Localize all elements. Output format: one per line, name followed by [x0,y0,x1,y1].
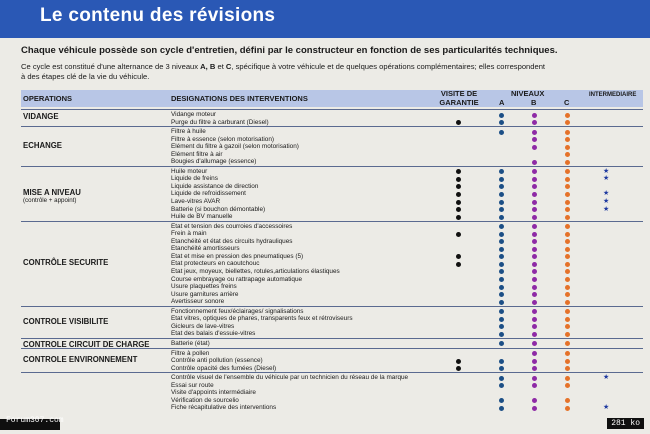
level-a-dot [499,341,504,346]
intro-levels-ab: A, B [200,62,216,71]
level-b-dot [532,332,537,337]
level-b-dot [532,351,537,356]
level-b-dot [532,406,537,411]
level-c-dot [565,160,570,165]
level-c-dot [565,300,570,305]
intervention-label: Fiche récapitulative des interventions [171,404,277,412]
level-c-dot [565,200,570,205]
header-level-b: B [531,98,537,107]
header-visite-line1: VISITE DE [440,89,478,98]
level-c-dot [565,184,570,189]
intervention-label: Filtre à huile [171,128,206,136]
level-b-dot [532,292,537,297]
intermediate-star-icon: ★ [603,404,610,412]
level-c-dot [565,398,570,403]
level-b-dot [532,376,537,381]
level-c-dot [565,366,570,371]
intervention-label: Course embrayage ou rattrapage automatique [171,275,303,283]
visite-dot [456,169,461,174]
level-c-dot [565,232,570,237]
level-b-dot [532,145,537,150]
level-b-dot [532,200,537,205]
intervention-label: Elément du filtre à gazoil (selon motorisation) [171,143,299,151]
level-c-dot [565,113,570,118]
level-a-dot [499,192,504,197]
visite-dot [456,177,461,182]
level-b-dot [532,262,537,267]
level-c-dot [565,332,570,337]
intervention-label: Vérification de sourcelio [171,396,239,404]
level-a-dot [499,332,504,337]
level-b-dot [532,317,537,322]
level-c-dot [565,169,570,174]
intervention-label: Etat et mise en pression des pneumatiques (5) [171,252,304,260]
intervention-label: Vidange moteur [171,111,217,118]
intro-text-1: Ce cycle est constitué d'une alternance de 3 niveaux [21,62,201,71]
level-a-dot [499,309,504,314]
level-a-dot [499,247,504,252]
intervention-label: Gicleurs de lave-vitres [171,322,235,330]
level-a-dot [499,169,504,174]
intervention-label: Liquide de refroidissement [171,190,246,198]
header-designations: DESIGNATIONS DES INTERVENTIONS [171,94,308,103]
level-c-dot [565,262,570,267]
header-visite-line2: GARANTIE [439,98,479,107]
level-a-dot [499,269,504,274]
operation-name: VIDANGE [23,112,59,121]
intervention-label: Batterie (état) [171,339,210,347]
level-a-dot [499,232,504,237]
intermediate-star-icon: ★ [603,175,610,183]
level-c-dot [565,239,570,244]
intermediate-star-icon: ★ [603,198,610,206]
level-c-dot [565,376,570,381]
visite-dot [456,207,461,212]
watermark-source: Forum307.com [6,416,64,425]
visite-dot [456,366,461,371]
section-row [21,109,643,127]
intervention-label: Elément filtre à air [171,150,223,158]
operation-name: CONTROLE CIRCUIT DE CHARGE [23,339,150,349]
level-a-dot [499,406,504,411]
intervention-label: Liquide assistance de direction [171,182,259,190]
header-operations: OPERATIONS [23,94,73,103]
level-a-dot [499,254,504,259]
intermediate-star-icon: ★ [603,205,610,213]
visite-dot [456,120,461,125]
visite-dot [456,254,461,259]
visite-dot [456,192,461,197]
section-row [21,306,643,339]
intervention-label: Filtre à essence (selon motorisation) [171,135,275,143]
operation-name: CONTROLE VISIBILITE [23,316,109,326]
level-c-dot [565,224,570,229]
level-a-dot [499,184,504,189]
visite-dot [456,215,461,220]
level-b-dot [532,341,537,346]
level-a-dot [499,113,504,118]
level-b-dot [532,113,537,118]
level-a-dot [499,292,504,297]
intervention-label: Avertisseur sonore [171,298,225,306]
intervention-label: Usure plaquettes freins [171,283,237,291]
intervention-label: Fonctionnement feux/éclairages/ signalisations [171,307,304,315]
visite-dot [456,200,461,205]
level-c-dot [565,309,570,314]
page-title: Le contenu des révisions [40,5,276,26]
level-a-dot [499,130,504,135]
intervention-label: Etat des balais d'essuie-vitres [171,330,256,338]
level-c-dot [565,359,570,364]
level-a-dot [499,277,504,282]
intervention-label: Etat et tension des courroies d'accessoires [171,222,293,230]
section-row [21,166,643,222]
level-b-dot [532,359,537,364]
level-c-dot [565,120,570,125]
level-c-dot [565,215,570,220]
level-b-dot [532,177,537,182]
intervention-label: Purge du filtre à carburant (Diesel) [171,118,269,126]
level-c-dot [565,341,570,346]
intervention-label: Batterie (si bouchon démontable) [171,205,266,213]
intro-heading: Chaque véhicule possède son cycle d'entretien, défini par le constructeur en fonction de ses particularités techniques. [21,45,558,56]
level-c-dot [565,351,570,356]
level-a-dot [499,366,504,371]
intervention-label: Lave-vitres AVAR [171,198,221,206]
section-row [21,221,643,307]
intervention-label: Contrôle opacité des fumées (Diesel) [171,364,277,372]
intro-and: et [215,62,226,71]
level-a-dot [499,300,504,305]
level-b-dot [532,285,537,290]
operation-subtitle: (contrôle + appoint) [23,197,77,205]
intermediate-star-icon: ★ [603,374,610,382]
intervention-label: Huile moteur [171,167,208,175]
level-a-dot [499,317,504,322]
header-niveaux: NIVEAUX [511,89,545,98]
level-c-dot [565,152,570,157]
intervention-label: Visite d'appoints intermédiaire [171,389,256,397]
intervention-label: Etat protecteurs en caoutchouc [171,260,260,268]
level-c-dot [565,269,570,274]
level-b-dot [532,277,537,282]
maintenance-table [21,90,643,428]
intervention-label: Etat jeux, moyeux, biellettes, rotules,articulations élastiques [171,267,340,275]
level-c-dot [565,247,570,252]
visite-dot [456,262,461,267]
intermediate-star-icon: ★ [603,167,610,175]
level-b-dot [532,120,537,125]
level-c-dot [565,277,570,282]
header-intermediaire: INTERMEDIAIRE [589,92,637,98]
intervention-label: Etanchéité et état des circuits hydrauliques [171,237,293,245]
level-b-dot [532,137,537,142]
level-b-dot [532,269,537,274]
level-c-dot [565,192,570,197]
level-b-dot [532,232,537,237]
intervention-label: Essai sur route [171,381,214,389]
level-a-dot [499,120,504,125]
intervention-label: Etanchéité amortisseurs [171,245,240,253]
operation-name: CONTRÔLE SECURITE [23,258,109,268]
level-c-dot [565,317,570,322]
intro-paragraph [21,62,646,82]
intervention-label: Frein à main [171,230,207,238]
level-c-dot [565,406,570,411]
header-level-c: C [564,98,570,107]
level-a-dot [499,239,504,244]
section-row [21,348,643,374]
intervention-label: Contrôle visuel de l'ensemble du véhicule par un technicien du réseau de la marque [171,374,409,382]
level-a-dot [499,207,504,212]
level-c-dot [565,324,570,329]
level-a-dot [499,383,504,388]
intervention-label: Bougies d'allumage (essence) [171,158,257,166]
level-b-dot [532,239,537,244]
level-a-dot [499,200,504,205]
operation-name: CONTROLE ENVIRONNEMENT [23,354,138,364]
level-b-dot [532,207,537,212]
intro-text-2: , spécifique à votre véhicule et de quelques opérations complémentaires; elles correspondent [231,62,546,71]
level-b-dot [532,324,537,329]
level-a-dot [499,262,504,267]
level-c-dot [565,254,570,259]
level-b-dot [532,398,537,403]
level-b-dot [532,254,537,259]
level-b-dot [532,366,537,371]
intervention-label: Usure garnitures arrière [171,290,239,298]
intervention-label: Liquide de freins [171,175,218,183]
level-b-dot [532,130,537,135]
section-row [21,126,643,167]
level-a-dot [499,224,504,229]
level-b-dot [532,169,537,174]
level-c-dot [565,137,570,142]
title-banner [0,0,650,38]
operation-name: ECHANGE [23,140,62,150]
level-a-dot [499,359,504,364]
operation-name: MISE A NIVEAU [23,188,81,198]
level-a-dot [499,215,504,220]
intro-level-c: C [225,62,232,71]
level-a-dot [499,285,504,290]
level-a-dot [499,376,504,381]
intervention-label: Contrôle anti pollution (essence) [171,357,263,365]
level-c-dot [565,207,570,212]
header-level-a: A [499,98,505,107]
level-a-dot [499,398,504,403]
table-header [21,90,643,107]
intermediate-star-icon: ★ [603,190,610,198]
level-c-dot [565,285,570,290]
intro-text-3: à des étapes clé de la vie du véhicule. [21,72,150,81]
level-c-dot [565,383,570,388]
watermark-bar [0,416,64,430]
visite-dot [456,359,461,364]
level-b-dot [532,247,537,252]
level-b-dot [532,215,537,220]
watermark-size: 281 ko [607,418,644,429]
intervention-label: Huile de BV manuelle [171,213,233,221]
visite-dot [456,184,461,189]
level-b-dot [532,192,537,197]
level-b-dot [532,300,537,305]
level-b-dot [532,309,537,314]
visite-dot [456,232,461,237]
level-a-dot [499,177,504,182]
intervention-label: Etat vitres, optiques de phares, transparents feux et rétroviseurs [171,315,353,323]
level-a-dot [499,324,504,329]
level-b-dot [532,160,537,165]
level-c-dot [565,145,570,150]
level-c-dot [565,292,570,297]
intervention-label: Filtre à pollen [171,349,210,357]
level-c-dot [565,130,570,135]
level-b-dot [532,184,537,189]
section-row [21,372,643,413]
level-b-dot [532,383,537,388]
level-c-dot [565,177,570,182]
level-b-dot [532,224,537,229]
